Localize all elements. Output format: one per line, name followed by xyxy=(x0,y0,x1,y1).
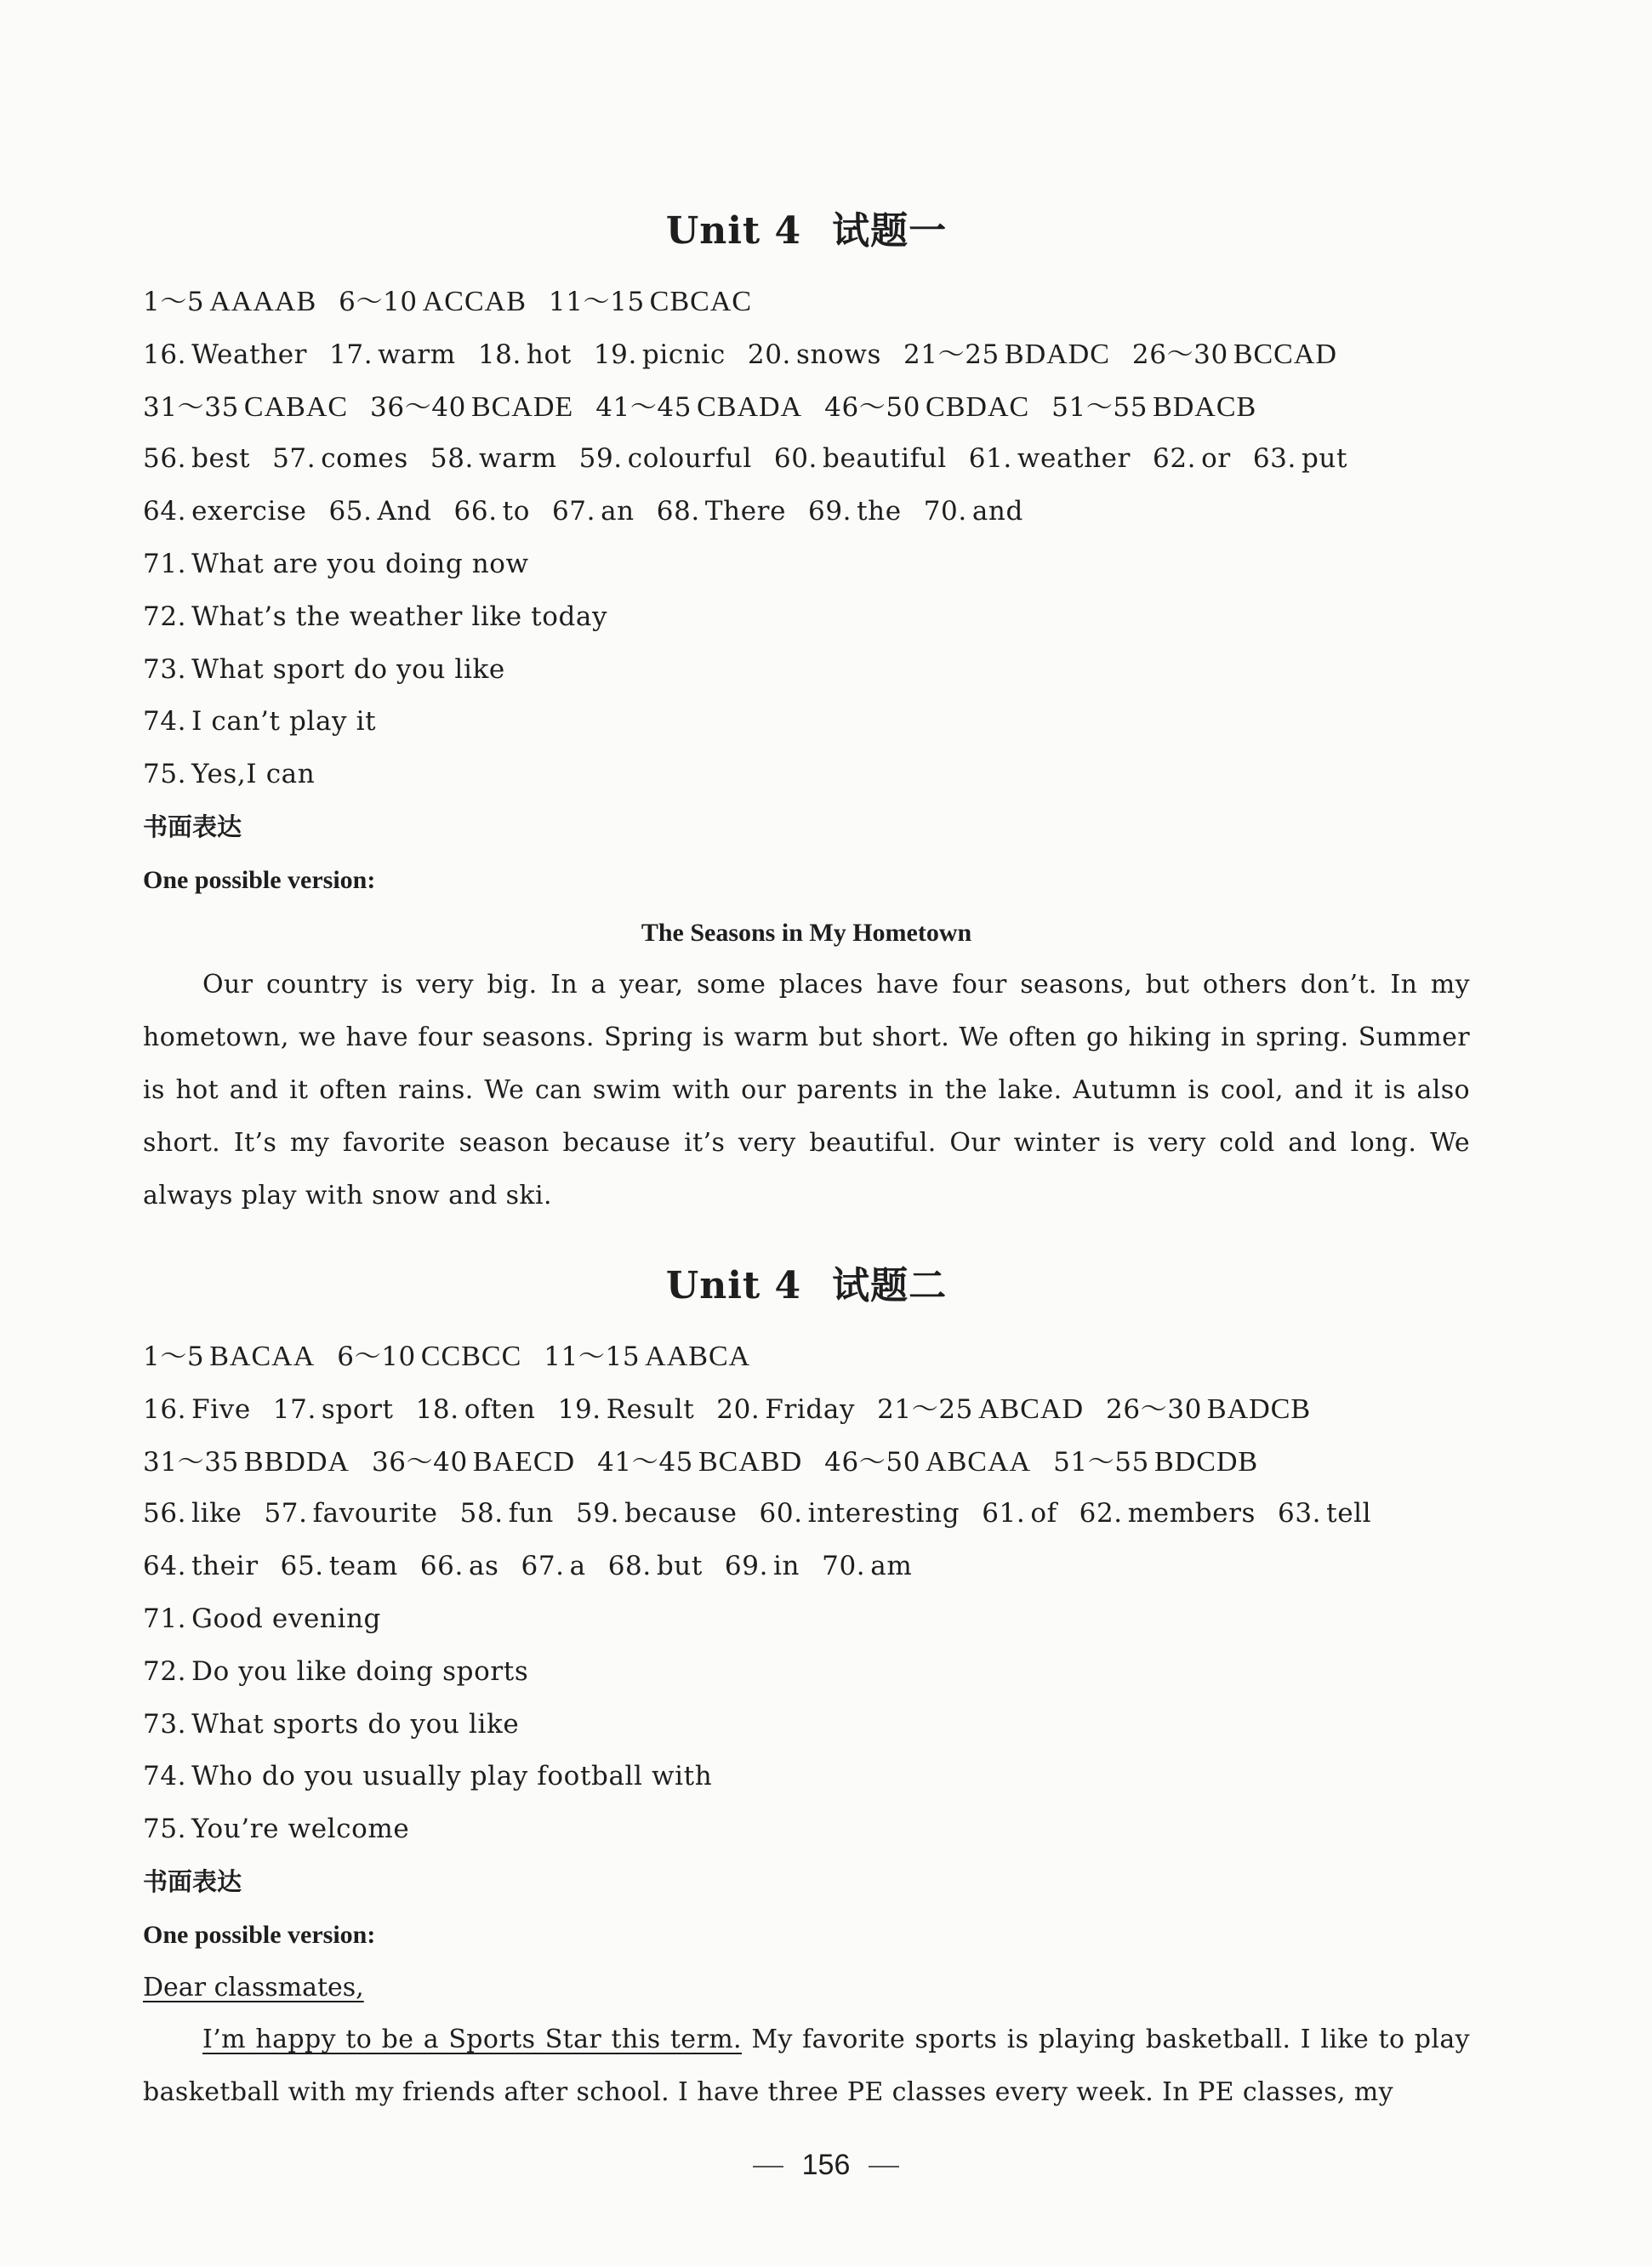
answer-line xyxy=(143,1751,1470,1803)
version-label: One possible version: xyxy=(143,865,376,894)
question-number: 56. xyxy=(143,1498,187,1529)
essay-paragraph xyxy=(143,959,1470,1222)
answer-text: or xyxy=(1201,443,1231,475)
answer-text: There xyxy=(704,496,787,527)
answer-text: an xyxy=(601,496,635,527)
answer-item xyxy=(143,1436,350,1489)
answer-text: I can’t play it xyxy=(191,706,377,738)
question-number: 11～15 xyxy=(548,287,645,317)
answer-text: BACAA xyxy=(209,1341,316,1372)
answer-text: hot xyxy=(526,339,572,370)
answer-item xyxy=(924,486,1023,538)
answer-text: CCBCC xyxy=(420,1341,522,1372)
answer-text: because xyxy=(624,1498,738,1529)
answer-item xyxy=(657,486,786,538)
answer-item xyxy=(143,329,307,382)
answer-line xyxy=(143,1699,1470,1752)
question-number: 20. xyxy=(747,339,791,370)
unit-label: Unit 4 xyxy=(665,209,802,253)
question-number: 57. xyxy=(272,443,316,475)
answer-item xyxy=(143,749,315,801)
answer-line xyxy=(143,276,1470,328)
answer-item xyxy=(420,1541,499,1593)
question-number: 63. xyxy=(1252,443,1296,475)
answer-item xyxy=(544,1330,750,1384)
question-number: 58. xyxy=(459,1498,504,1529)
question-number: 51～55 xyxy=(1053,1446,1149,1478)
answer-item xyxy=(143,696,376,749)
question-number: 65. xyxy=(280,1551,324,1582)
question-number: 61. xyxy=(968,443,1012,475)
answer-item xyxy=(416,1384,536,1437)
answer-item xyxy=(521,1541,586,1593)
question-number: 60. xyxy=(773,443,817,475)
answer-item xyxy=(339,276,527,329)
answer-line xyxy=(143,1803,1470,1856)
question-number: 18. xyxy=(477,339,521,370)
answer-item xyxy=(454,486,530,538)
answer-item xyxy=(549,276,752,329)
answer-text: warm xyxy=(378,339,456,370)
answer-text: ACCAB xyxy=(422,286,527,317)
answer-text: BAECD xyxy=(472,1445,576,1478)
answer-line xyxy=(143,1330,1470,1383)
question-number: 26～30 xyxy=(1106,1393,1202,1425)
question-number: 67. xyxy=(551,496,596,527)
answer-item xyxy=(877,1383,1084,1437)
answer-text: beautiful xyxy=(823,443,947,475)
answer-text: warm xyxy=(478,443,557,475)
answer-item xyxy=(272,433,408,486)
answer-item xyxy=(822,1541,912,1593)
answer-text: sport xyxy=(321,1393,394,1425)
answer-text: What sports do you like xyxy=(191,1708,520,1740)
answer-text: BDACB xyxy=(1153,390,1257,423)
answer-item xyxy=(808,486,902,538)
answer-item xyxy=(1053,1436,1258,1489)
essay-paragraph xyxy=(143,2014,1470,2119)
question-number: 19. xyxy=(593,339,637,370)
answer-text: You’re welcome xyxy=(191,1814,410,1845)
answer-text: am xyxy=(870,1551,913,1582)
answer-text: the xyxy=(857,496,902,527)
answer-text: interesting xyxy=(807,1498,960,1529)
question-number: 21～25 xyxy=(903,339,1000,370)
question-number: 41～45 xyxy=(597,1446,693,1478)
question-number: 31～35 xyxy=(143,391,239,423)
answer-text: CABAC xyxy=(243,390,349,423)
answer-text: fun xyxy=(508,1498,554,1529)
question-number: 61. xyxy=(982,1498,1026,1529)
answer-text: BADCB xyxy=(1206,1393,1312,1425)
answer-item xyxy=(824,381,1029,435)
question-number: 64. xyxy=(143,1551,187,1582)
question-number: 72. xyxy=(143,1655,187,1687)
answer-line xyxy=(143,486,1470,538)
answer-text: Weather xyxy=(191,339,308,370)
answer-text: AAAAB xyxy=(209,286,317,317)
answer-item xyxy=(552,486,635,538)
answer-item xyxy=(760,1488,960,1541)
question-number: 66. xyxy=(453,496,498,527)
unit-title xyxy=(143,1259,1470,1313)
question-number: 72. xyxy=(143,601,187,632)
answer-item xyxy=(143,1699,519,1752)
answer-item xyxy=(143,644,505,697)
footer-dash-left xyxy=(753,2166,783,2167)
answer-text: snows xyxy=(796,339,881,370)
answer-item xyxy=(143,486,306,538)
question-number: 68. xyxy=(607,1551,652,1582)
answer-text: CBCAC xyxy=(649,286,753,317)
answer-item xyxy=(716,1384,855,1437)
answer-text: team xyxy=(328,1551,398,1582)
answer-line xyxy=(143,433,1470,486)
answer-item xyxy=(1051,381,1256,435)
question-number: 71. xyxy=(143,548,187,579)
answer-item xyxy=(1079,1488,1256,1541)
question-number: 26～30 xyxy=(1131,339,1228,370)
answer-line xyxy=(143,749,1470,801)
question-number: 41～45 xyxy=(595,391,692,423)
answer-item xyxy=(430,433,557,486)
answer-item xyxy=(143,1593,381,1646)
answer-list xyxy=(143,1330,1470,1856)
answer-text: but xyxy=(656,1551,703,1582)
answer-text: members xyxy=(1127,1498,1256,1529)
answer-item xyxy=(143,1384,251,1437)
answer-text: favourite xyxy=(312,1498,438,1529)
answer-line xyxy=(143,1593,1470,1646)
answer-item xyxy=(478,329,572,382)
answer-line xyxy=(143,644,1470,697)
answer-text: put xyxy=(1301,443,1348,475)
answer-text: often xyxy=(464,1393,536,1425)
answer-text: What are you doing now xyxy=(191,548,529,579)
question-number: 75. xyxy=(143,759,187,790)
question-number: 58. xyxy=(430,443,474,475)
answer-line xyxy=(143,1488,1470,1541)
writing-heading: 书面表达 xyxy=(143,1866,242,1896)
question-number: 65. xyxy=(328,496,373,527)
answer-item xyxy=(969,433,1131,486)
answer-text: BCABD xyxy=(698,1445,803,1478)
question-number: 56. xyxy=(143,443,187,475)
answer-text: CBDAC xyxy=(926,390,1030,423)
answer-text: weather xyxy=(1017,443,1131,475)
answer-item xyxy=(1278,1488,1371,1541)
question-number: 1～5 xyxy=(143,1341,205,1372)
question-number: 74. xyxy=(143,706,187,738)
answer-text: as xyxy=(468,1551,499,1582)
answer-item xyxy=(143,1541,259,1593)
answer-text: and xyxy=(971,496,1023,527)
question-number: 16. xyxy=(143,339,187,370)
question-number: 6～10 xyxy=(337,1341,416,1372)
question-number: 63. xyxy=(1278,1498,1322,1529)
answer-item xyxy=(1253,433,1347,486)
answer-item xyxy=(1153,433,1231,486)
answer-line xyxy=(143,381,1470,434)
answer-text: AABCA xyxy=(645,1341,751,1372)
answer-text: tell xyxy=(1326,1498,1372,1529)
answer-text: best xyxy=(191,443,251,475)
question-number: 19. xyxy=(557,1393,601,1425)
question-number: 67. xyxy=(521,1551,565,1582)
answer-line xyxy=(143,591,1470,644)
answer-item xyxy=(558,1384,695,1437)
letter-salutation xyxy=(143,1962,1470,2014)
essay-text: Our country is very big. In a year, some places have four seasons, but others don’t. In my hometown, we have four seasons. Spring is warm but short. We often go hiking in spring. Summer is hot and it often rains. We can swim with our parents in the lake. Autumn is cool, and it is also short. It’s my favorite season because it’s very beautiful. Our winter is very cold and long. We always play with snow and ski. xyxy=(143,970,1470,1210)
answer-text: CBADA xyxy=(697,390,803,423)
question-number: 62. xyxy=(1153,443,1197,475)
answer-text: Five xyxy=(191,1393,251,1425)
question-number: 36～40 xyxy=(370,391,466,423)
question-number: 59. xyxy=(578,443,623,475)
answer-text: a xyxy=(569,1551,586,1582)
page-footer xyxy=(0,2144,1652,2186)
question-number: 68. xyxy=(656,496,700,527)
question-number: 62. xyxy=(1079,1498,1123,1529)
answer-item xyxy=(143,1330,315,1384)
answer-item xyxy=(579,433,752,486)
question-number: 16. xyxy=(143,1393,187,1425)
answer-item xyxy=(328,486,431,538)
answer-text: Result xyxy=(606,1393,695,1425)
answer-item xyxy=(774,433,947,486)
essay-underlined-text: I’m happy to be a Sports Star this term. xyxy=(202,2025,742,2055)
question-number: 71. xyxy=(143,1603,187,1634)
answer-item xyxy=(329,329,456,382)
answer-item xyxy=(460,1488,554,1541)
answer-text: in xyxy=(773,1551,800,1582)
section-test-two xyxy=(143,1259,1470,2119)
question-number: 66. xyxy=(419,1551,464,1582)
answer-text: Do you like doing sports xyxy=(191,1655,529,1687)
question-number: 59. xyxy=(575,1498,620,1529)
answer-text: BDCDB xyxy=(1154,1445,1259,1478)
answer-item xyxy=(725,1541,800,1593)
question-number: 11～15 xyxy=(544,1341,641,1372)
answer-item xyxy=(594,329,726,382)
answer-line xyxy=(143,328,1470,381)
answer-text: ABCAA xyxy=(926,1445,1032,1478)
answer-text: Who do you usually play football with xyxy=(191,1761,713,1792)
answer-item xyxy=(143,276,316,329)
question-number: 6～10 xyxy=(339,287,418,317)
answer-item xyxy=(143,591,607,644)
answer-item xyxy=(337,1330,521,1384)
question-number: 21～25 xyxy=(877,1393,973,1425)
essay-text: My favorite sports is playing basketball. I like to play basketball with my friends after school. I have three PE classes every week. In PE classes, my xyxy=(143,2025,1470,2108)
essay-title: The Seasons in My Hometown xyxy=(641,918,972,947)
question-number: 51～55 xyxy=(1051,391,1148,423)
question-number: 20. xyxy=(716,1393,760,1425)
salutation-text: Dear classmates, xyxy=(143,1972,364,2002)
answer-text: And xyxy=(377,496,432,527)
answer-item xyxy=(576,1488,738,1541)
writing-heading: 书面表达 xyxy=(143,812,242,841)
answer-item xyxy=(143,1751,712,1803)
answer-text: to xyxy=(502,496,530,527)
answer-text: Yes,I can xyxy=(191,759,316,790)
answer-line xyxy=(143,696,1470,749)
question-number: 46～50 xyxy=(824,1446,921,1478)
question-number: 75. xyxy=(143,1814,187,1845)
unit-label: Unit 4 xyxy=(665,1264,802,1307)
answer-text: ABCAD xyxy=(977,1393,1085,1425)
answer-line xyxy=(143,538,1470,591)
question-number: 73. xyxy=(143,1708,187,1740)
answer-text: BDADC xyxy=(1004,338,1110,370)
answer-text: Friday xyxy=(765,1393,856,1425)
section-test-one xyxy=(143,204,1470,1222)
answer-text: picnic xyxy=(641,339,726,370)
answer-line xyxy=(143,1383,1470,1436)
answer-item xyxy=(372,1436,575,1489)
question-number: 69. xyxy=(724,1551,769,1582)
question-number: 31～35 xyxy=(143,1446,239,1478)
test-label: 试题二 xyxy=(832,1264,948,1307)
question-number: 60. xyxy=(759,1498,803,1529)
answer-item xyxy=(597,1436,802,1489)
answer-list xyxy=(143,276,1470,801)
question-number: 70. xyxy=(822,1551,866,1582)
answer-item xyxy=(143,538,529,591)
answer-line xyxy=(143,1436,1470,1489)
answer-item xyxy=(273,1384,394,1437)
answer-item xyxy=(903,328,1110,382)
question-number: 17. xyxy=(329,339,373,370)
answer-item xyxy=(370,381,573,435)
answer-item xyxy=(143,433,250,486)
question-number: 64. xyxy=(143,496,187,527)
answer-item xyxy=(748,329,881,382)
answer-text: What sport do you like xyxy=(191,653,505,685)
answer-line xyxy=(143,1646,1470,1699)
question-number: 70. xyxy=(923,496,967,527)
answer-text: What’s the weather like today xyxy=(191,601,608,632)
question-number: 57. xyxy=(264,1498,308,1529)
answer-text: colourful xyxy=(627,443,752,475)
answer-text: Good evening xyxy=(191,1603,381,1634)
answer-item xyxy=(982,1488,1057,1541)
answer-text: exercise xyxy=(191,496,307,527)
answer-text: BBDDA xyxy=(243,1445,350,1478)
unit-title xyxy=(143,204,1470,259)
question-number: 69. xyxy=(808,496,852,527)
question-number: 17. xyxy=(272,1393,316,1425)
answer-item xyxy=(595,381,802,435)
question-number: 36～40 xyxy=(371,1446,468,1478)
answer-item xyxy=(824,1436,1031,1489)
answer-text: comes xyxy=(321,443,408,475)
question-number: 18. xyxy=(415,1393,459,1425)
answer-line xyxy=(143,1541,1470,1593)
answer-item xyxy=(281,1541,398,1593)
question-number: 46～50 xyxy=(824,391,921,423)
question-number: 73. xyxy=(143,653,187,685)
answer-item xyxy=(608,1541,703,1593)
answer-item xyxy=(143,1646,528,1699)
question-number: 1～5 xyxy=(143,287,205,317)
answer-item xyxy=(1106,1383,1311,1437)
answer-item xyxy=(143,1803,409,1856)
answer-text: of xyxy=(1030,1498,1057,1529)
answer-text: their xyxy=(191,1551,259,1582)
footer-dash-right xyxy=(869,2166,899,2167)
answer-item xyxy=(143,1488,242,1541)
answer-item xyxy=(143,381,348,435)
answer-item xyxy=(264,1488,437,1541)
answer-text: BCCAD xyxy=(1233,338,1337,370)
page-number: 156 xyxy=(801,2149,851,2181)
answer-text: like xyxy=(191,1498,242,1529)
question-number: 74. xyxy=(143,1761,187,1792)
answer-item xyxy=(1132,328,1337,382)
version-label: One possible version: xyxy=(143,1920,376,1949)
test-label: 试题一 xyxy=(832,209,948,253)
answer-text: BCADE xyxy=(470,390,574,423)
